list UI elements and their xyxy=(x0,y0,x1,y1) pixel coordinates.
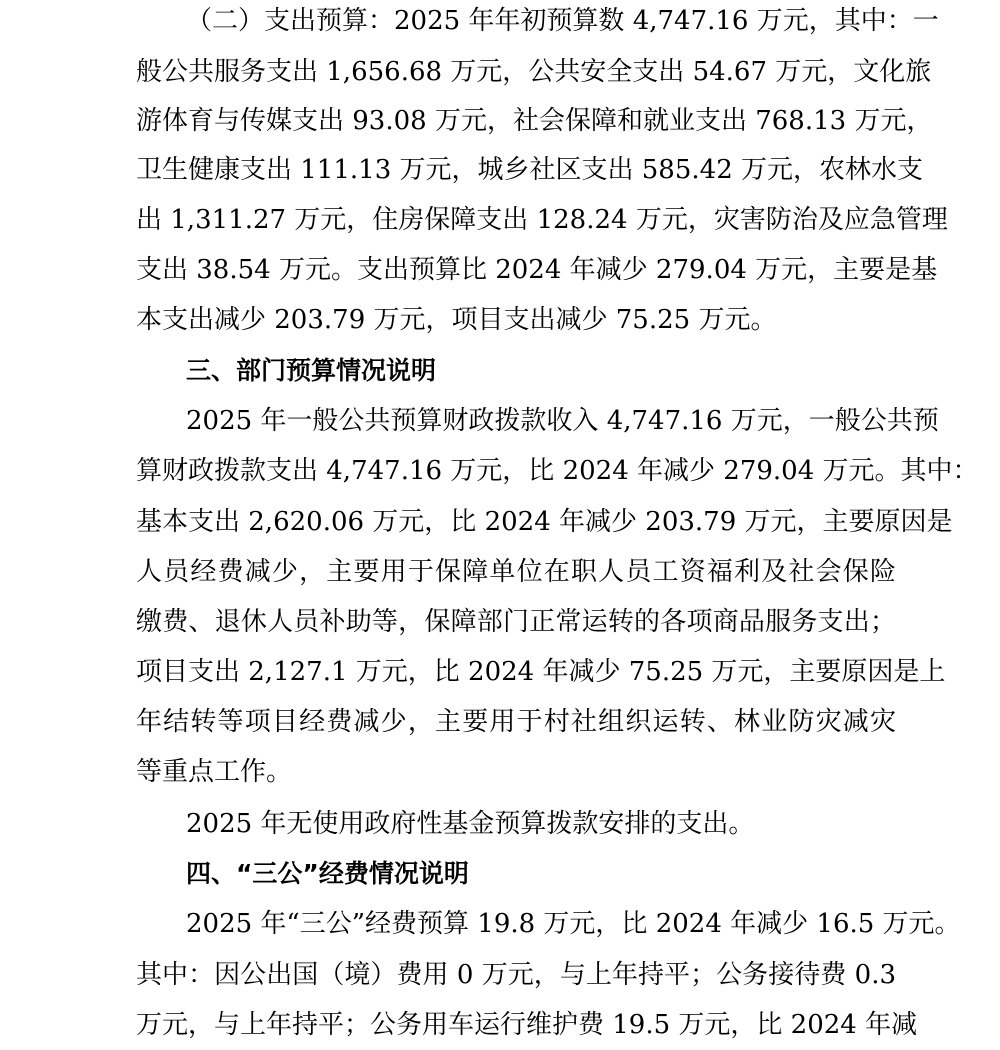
text-line: 2025 年“三公”经费预算 19.8 万元，比 2024 年减少 16.5 万元。 xyxy=(186,909,961,939)
text-line: 出 1,311.27 万元，住房保障支出 128.24 万元，灾害防治及应急管理 xyxy=(136,205,948,235)
text-line: 支出 38.54 万元。支出预算比 2024 年减少 279.04 万元，主要是基 xyxy=(136,255,938,285)
text-line: 般公共服务支出 1,656.68 万元，公共安全支出 54.67 万元，文化旅 xyxy=(136,57,932,87)
text-line: 卫生健康支出 111.13 万元，城乡社区支出 585.42 万元，农林水支 xyxy=(136,155,924,185)
text-line: 基本支出 2,620.06 万元，比 2024 年减少 203.79 万元，主要原因是 xyxy=(136,507,953,537)
text-line: 算财政拨款支出 4,747.16 万元，比 2024 年减少 279.04 万元。其中： xyxy=(136,456,979,486)
text-line: 2025 年一般公共预算财政拨款收入 4,747.16 万元，一般公共预 xyxy=(186,406,939,436)
text-line: 游体育与传媒支出 93.08 万元，社会保障和就业支出 768.13 万元， xyxy=(136,106,933,136)
text-line: 项目支出 2,127.1 万元，比 2024 年减少 75.25 万元，主要原因是上 xyxy=(136,657,946,687)
text-line: 万元，与上年持平；公务用车运行维护费 19.5 万元，比 2024 年减 xyxy=(136,1010,918,1040)
section-heading: 三、部门预算情况说明 xyxy=(186,356,437,385)
text-line: 年结转等项目经费减少，主要用于村社组织运转、林业防灾减灾 xyxy=(136,707,896,737)
section-heading: 四、“三公”经费情况说明 xyxy=(186,859,469,888)
text-line: （二）支出预算：2025 年年初预算数 4,747.16 万元，其中：一 xyxy=(186,6,939,36)
text-line: 人员经费减少，主要用于保障单位在职人员工资福利及社会保险 xyxy=(136,557,896,587)
text-line: 其中：因公出国（境）费用 0 万元，与上年持平；公务接待费 0.3 xyxy=(136,960,896,990)
text-line: 2025 年无使用政府性基金预算拨款安排的支出。 xyxy=(186,809,755,839)
text-line: 等重点工作。 xyxy=(136,757,293,787)
text-line: 缴费、退休人员补助等，保障部门正常运转的各项商品服务支出； xyxy=(136,607,896,637)
text-line: 本支出减少 203.79 万元，项目支出减少 75.25 万元。 xyxy=(136,305,777,335)
